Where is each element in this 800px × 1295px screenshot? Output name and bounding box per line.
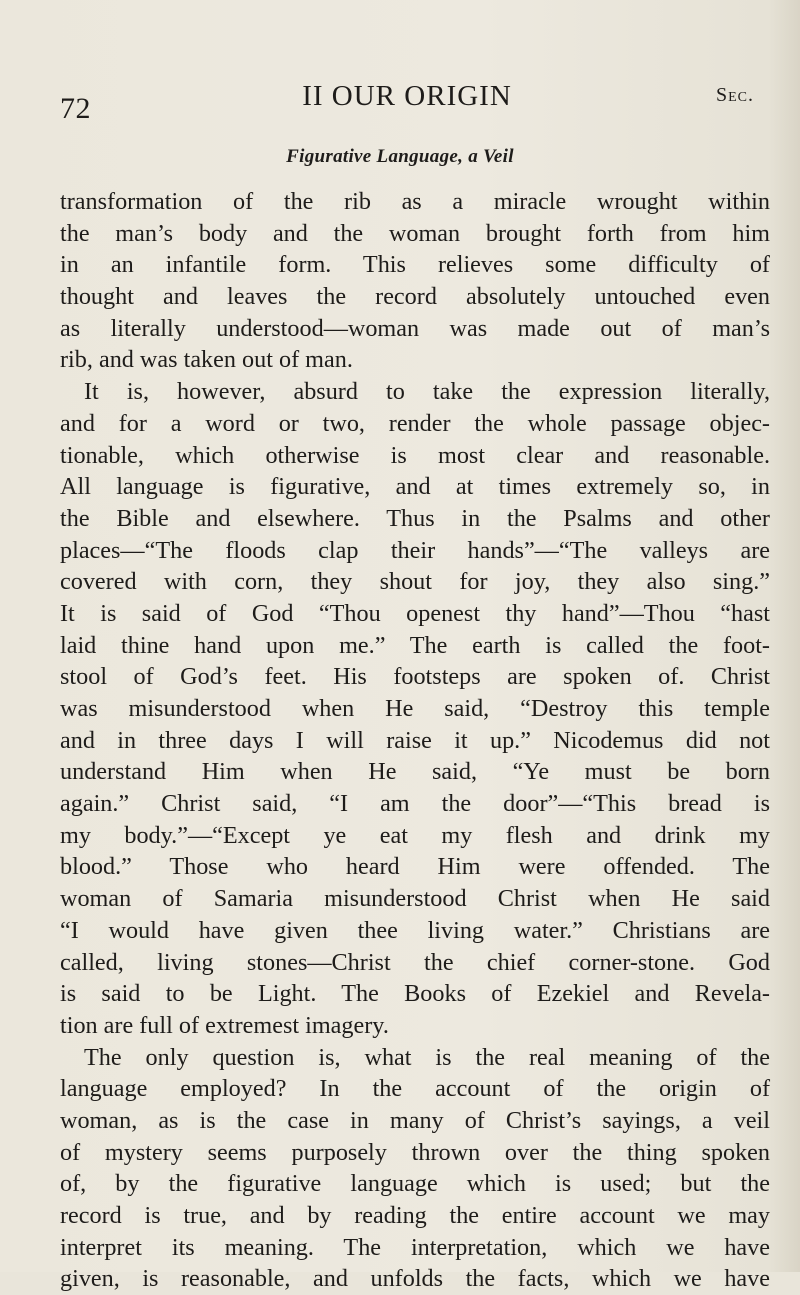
page-number: 72	[60, 92, 91, 125]
text-line: transformation of the rib as a miracle wrought within	[60, 188, 770, 215]
text-line: places—“The floods clap their hands”—“The valleys are	[60, 536, 770, 564]
text-line: covered with corn, they shout for joy, they also sing.”	[60, 568, 770, 596]
marginal-heading: Figurative Language, a Veil	[286, 146, 514, 167]
text-line: given, is reasonable, and unfolds the facts, which we have	[60, 1265, 770, 1293]
text-line: stool of God’s feet. His footsteps are spoken of. Christ	[60, 663, 770, 691]
text-line: the Bible and elsewhere. Thus in the Psalms and other	[60, 504, 770, 532]
text-line: woman, as is the case in many of Christ’s sayings, a veil	[60, 1106, 770, 1134]
text-line: The only question is, what is the real meaning of the	[84, 1043, 770, 1071]
text-line: tionable, which otherwise is most clear and reasonable.	[60, 441, 770, 469]
text-line: as literally understood—woman was made out of man’s	[60, 314, 770, 342]
text-line: is said to be Light. The Books of Ezekiel and Revela-	[60, 980, 770, 1008]
text-line: and in three days I will raise it up.” Nicodemus did not	[60, 726, 770, 754]
text-line: blood.” Those who heard Him were offended. The	[60, 853, 770, 881]
chapter-title: II OUR ORIGIN	[302, 80, 512, 112]
section-label: Sec.	[715, 84, 754, 106]
text-line: of, by the figurative language which is used; but the	[60, 1170, 770, 1198]
text-line: thought and leaves the record absolutely untouched even	[60, 283, 770, 311]
body-text	[60, 186, 770, 1295]
text-line: again.” Christ said, “I am the door”—“This bread is	[60, 790, 770, 818]
text-line: All language is figurative, and at times extremely so, in	[60, 473, 770, 501]
text-line: record is true, and by reading the entire account we may	[60, 1202, 770, 1229]
text-line: my body.”—“Except ye eat my flesh and drink my	[60, 821, 770, 849]
text-line: interpret its meaning. The interpretation, which we have	[60, 1233, 770, 1261]
text-line: language employed? In the account of the origin of	[60, 1075, 770, 1103]
text-line: of mystery seems purposely thrown over the thing spoken	[60, 1138, 770, 1166]
running-head	[60, 80, 754, 125]
text-line: in an infantile form. This relieves some difficulty of	[60, 251, 770, 279]
text-line: and for a word or two, render the whole passage objec-	[60, 409, 770, 437]
text-line: It is, however, absurd to take the expression literally,	[84, 378, 770, 406]
text-line: was misunderstood when He said, “Destroy this temple	[60, 695, 770, 722]
text-line: “I would have given thee living water.” Christians are	[60, 916, 770, 944]
text-line: It is said of God “Thou openest thy hand”—Thou “hast	[60, 599, 770, 627]
text-line: laid thine hand upon me.” The earth is called the foot-	[60, 631, 770, 659]
text-line: understand Him when He said, “Ye must be born	[60, 758, 770, 786]
text-line: tion are full of extremest imagery.	[60, 1011, 389, 1039]
text-line: called, living stones—Christ the chief corner-stone. God	[60, 948, 770, 976]
text-line: the man’s body and the woman brought forth from him	[60, 219, 770, 247]
text-line: rib, and was taken out of man.	[60, 346, 353, 374]
text-line: woman of Samaria misunderstood Christ when He said	[60, 885, 770, 913]
